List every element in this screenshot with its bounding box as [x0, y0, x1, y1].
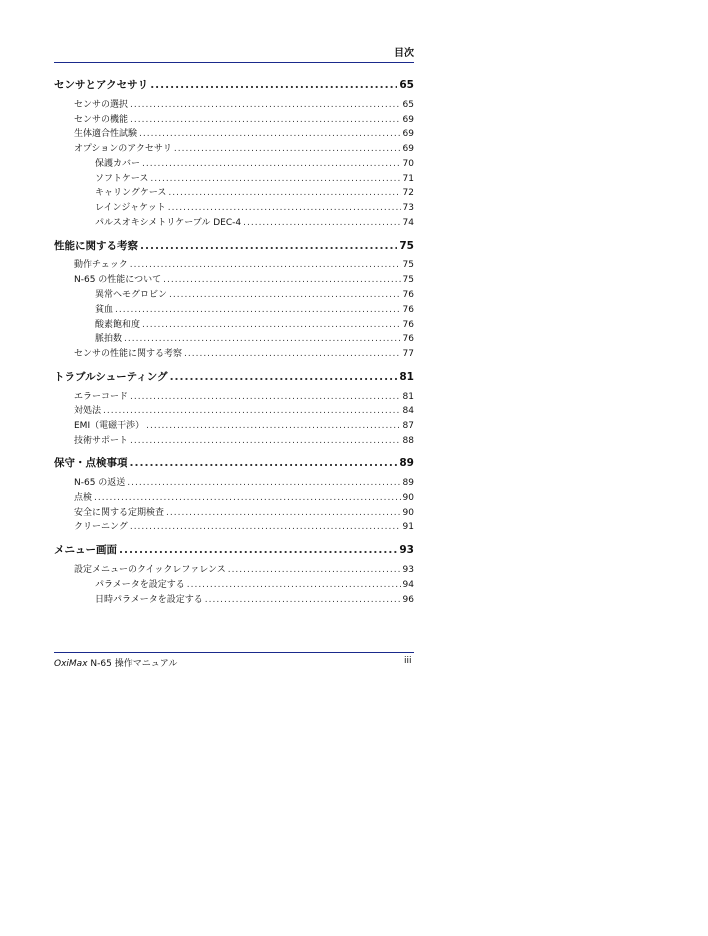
leader-dots [184, 349, 401, 359]
toc-entry[interactable] [74, 562, 414, 575]
toc-entry[interactable] [74, 141, 414, 154]
toc-entry-title: オプションのアクセサリ [74, 144, 172, 154]
toc-entry[interactable] [74, 257, 414, 270]
leader-dots [130, 457, 398, 469]
toc-entry-title: 性能に関する考察 [54, 240, 138, 252]
leader-dots [146, 421, 400, 431]
toc-entry-page: 93 [399, 544, 414, 556]
leader-dots [150, 79, 397, 91]
toc-entry-title: センサとアクセサリ [54, 79, 149, 91]
toc-subentry[interactable] [95, 592, 414, 605]
toc-section-troubleshooting[interactable] [54, 369, 414, 384]
toc-entry-title: 設定メニューのクイックレファレンス [74, 565, 226, 575]
toc-entry-page: 65 [399, 79, 414, 91]
toc-entry-page: 72 [402, 188, 414, 198]
toc-section-performance[interactable] [54, 238, 414, 253]
toc-entry[interactable] [74, 519, 414, 532]
toc-entry-page: 87 [402, 421, 414, 431]
footer-title: N-65 操作マニュアル [90, 659, 178, 669]
toc-entry-page: 93 [402, 565, 414, 575]
toc-entry-page: 71 [402, 174, 414, 184]
footer-brand: OxiMax [54, 659, 88, 669]
toc-subentry[interactable] [95, 577, 414, 590]
toc-entry-page: 89 [402, 478, 414, 488]
toc-entry-title: パルスオキシメトリケーブル DEC-4 [95, 218, 242, 228]
toc-entry[interactable] [74, 112, 414, 125]
toc-entry-page: 96 [402, 595, 414, 605]
leader-dots [94, 493, 401, 503]
leader-dots [127, 478, 400, 488]
toc-subentry[interactable] [95, 215, 414, 228]
toc-entry-title: メニュー画面 [54, 544, 117, 556]
toc-entry-title: レインジャケット [95, 203, 166, 213]
toc-entry-page: 81 [399, 371, 414, 383]
toc-subentry[interactable] [95, 302, 414, 315]
toc-entry[interactable] [74, 475, 414, 488]
toc-entry[interactable] [74, 126, 414, 139]
toc-entry-title: 動作チェック [74, 260, 128, 270]
toc-entry-page: 76 [402, 290, 414, 300]
leader-dots [243, 218, 400, 228]
toc-entry-title: N-65 の返送 [74, 478, 126, 488]
toc-entry[interactable] [74, 490, 414, 503]
toc-entry-title: ソフトケース [95, 174, 149, 184]
toc-subentry[interactable] [95, 287, 414, 300]
leader-dots [187, 580, 401, 590]
leader-dots [140, 240, 397, 252]
leader-dots [130, 522, 401, 532]
toc-entry-page: 89 [399, 457, 414, 469]
toc-entry-page: 75 [402, 275, 414, 285]
toc-entry[interactable] [74, 389, 414, 402]
toc-entry-page: 69 [402, 144, 414, 154]
leader-dots [168, 203, 401, 213]
toc-entry-title: 点検 [74, 493, 93, 503]
toc-subentry[interactable] [95, 185, 414, 198]
toc-entry-page: 84 [402, 406, 414, 416]
toc-entry-title: 酸素飽和度 [95, 320, 141, 330]
leader-dots [130, 100, 401, 110]
toc-section-menu[interactable] [54, 542, 414, 557]
toc-entry-page: 76 [402, 334, 414, 344]
toc-entry-title: センサの性能に関する考察 [74, 349, 183, 359]
toc-section-sensors[interactable] [54, 77, 414, 92]
leader-dots [142, 320, 401, 330]
toc-entry-title: エラーコード [74, 392, 129, 402]
toc-section-maintenance[interactable] [54, 455, 414, 470]
toc-entry-title: 対処法 [74, 406, 102, 416]
toc-entry-page: 90 [402, 493, 414, 503]
toc-subentry[interactable] [95, 331, 414, 344]
toc-entry-title: 日時パラメータを設定する [95, 595, 203, 605]
leader-dots [103, 406, 401, 416]
toc-entry-page: 76 [402, 320, 414, 330]
toc-entry-page: 90 [402, 508, 414, 518]
toc-entry-page: 77 [402, 349, 414, 359]
leader-dots [139, 129, 401, 139]
leader-dots [142, 159, 401, 169]
leader-dots [115, 305, 401, 315]
toc-entry[interactable] [74, 403, 414, 416]
toc-entry-page: 75 [399, 240, 414, 252]
toc-entry-page: 75 [402, 260, 414, 270]
footer-manual-title [54, 656, 177, 669]
toc-entry-title: センサの選択 [74, 100, 129, 110]
leader-dots [170, 371, 398, 383]
leader-dots [168, 188, 400, 198]
leader-dots [130, 115, 401, 125]
toc-entry-title: EMI（電磁干渉） [74, 421, 145, 431]
leader-dots [124, 334, 401, 344]
leader-dots [150, 174, 400, 184]
header-rule [54, 62, 414, 63]
leader-dots [205, 595, 401, 605]
toc-entry-page: 69 [402, 115, 414, 125]
toc-entry-page: 73 [402, 203, 414, 213]
toc-entry-page: 76 [402, 305, 414, 315]
toc-entry-title: 保守・点検事項 [54, 457, 128, 469]
footer-rule [54, 652, 414, 653]
toc-entry-page: 88 [402, 436, 414, 446]
leader-dots [174, 144, 401, 154]
toc-entry-page: 91 [402, 522, 414, 532]
toc-entry[interactable] [74, 272, 414, 285]
toc-entry-title: 技術サポート [74, 436, 129, 446]
footer-page-number: iii [404, 656, 412, 666]
leader-dots [130, 260, 401, 270]
leader-dots [119, 544, 397, 556]
toc-entry-title: 異常ヘモグロビン [95, 290, 168, 300]
toc-entry-title: センサの機能 [74, 115, 129, 125]
toc-entry-title: 安全に関する定期検査 [74, 508, 165, 518]
toc-entry-title: クリーニング [74, 522, 128, 532]
toc-entry-title: キャリングケース [95, 188, 167, 198]
leader-dots [228, 565, 401, 575]
page-header-title: 目次 [394, 48, 414, 59]
leader-dots [163, 275, 400, 285]
toc-entry-title: 脈拍数 [95, 334, 123, 344]
toc-entry[interactable] [74, 433, 414, 446]
toc-entry[interactable] [74, 418, 414, 431]
toc-entry-page: 94 [402, 580, 414, 590]
toc-entry-title: パラメータを設定する [95, 580, 185, 590]
toc-entry[interactable] [74, 346, 414, 359]
toc-entry-page: 81 [402, 392, 414, 402]
leader-dots [166, 508, 401, 518]
toc-entry-title: N-65 の性能について [74, 275, 162, 285]
leader-dots [130, 436, 401, 446]
toc-entry-title: トラブルシューティング [54, 371, 168, 383]
toc-entry-page: 69 [402, 129, 414, 139]
toc-subentry[interactable] [95, 317, 414, 330]
toc-entry[interactable] [74, 97, 414, 110]
toc-subentry[interactable] [95, 200, 414, 213]
toc-entry[interactable] [74, 505, 414, 518]
toc-entry-page: 74 [402, 218, 414, 228]
toc-entry-title: 保護カバー [95, 159, 141, 169]
leader-dots [130, 392, 401, 402]
toc-entry-page: 70 [402, 159, 414, 169]
toc-subentry[interactable] [95, 171, 414, 184]
toc-entry-title: 貧血 [95, 305, 114, 315]
toc-subentry[interactable] [95, 156, 414, 169]
toc-entry-title: 生体適合性試験 [74, 129, 138, 139]
toc-entry-page: 65 [402, 100, 414, 110]
leader-dots [169, 290, 401, 300]
